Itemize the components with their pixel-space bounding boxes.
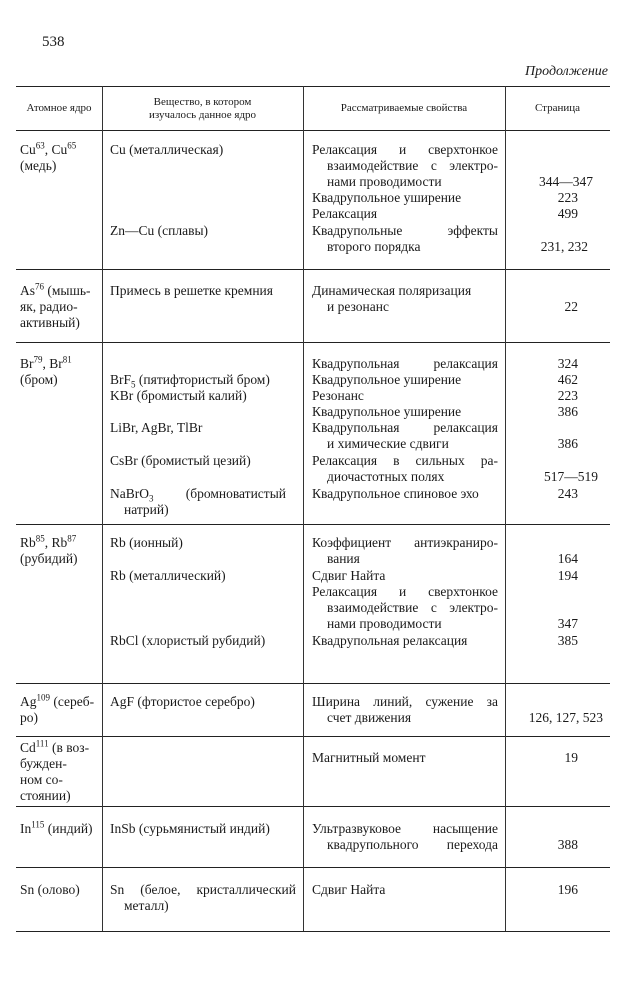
- property-cell: Магнитный момент: [312, 750, 426, 765]
- page-cell: 223: [557, 388, 578, 403]
- property-cell: и резонанс: [327, 299, 389, 314]
- page-cell: 462: [557, 372, 578, 387]
- property-cell: Сдвиг Найта: [312, 568, 386, 583]
- page-cell: 386: [557, 404, 578, 419]
- property-cell: взаимодействие с электро-: [327, 600, 498, 615]
- property-cell: Квадрупольное уширение: [312, 404, 462, 419]
- page-cell: 22: [564, 299, 578, 314]
- nucleus-cell-line: як, радио-: [20, 299, 78, 314]
- page-cell: 243: [557, 486, 578, 501]
- row-separator: [16, 342, 610, 343]
- row-separator: [16, 269, 610, 270]
- substance-cell: CsBr (бромистый цезий): [110, 453, 251, 468]
- column-divider: [102, 86, 103, 931]
- property-cell: Коэффициент антиэкраниро-: [312, 535, 498, 550]
- header-page: Страница: [534, 102, 581, 114]
- header-substance-line: Вещество, в котором: [153, 96, 252, 108]
- substance-cell: Zn—Cu (сплавы): [110, 223, 209, 238]
- page-cell: 347: [557, 616, 578, 631]
- property-cell: нами проводимости: [327, 174, 442, 189]
- column-divider: [303, 86, 304, 931]
- row-separator: [16, 867, 610, 868]
- nucleus-cell-line: (рубидий): [20, 551, 78, 566]
- header-properties: Рассматриваемые свойства: [340, 102, 468, 114]
- page-cell: 499: [557, 206, 578, 221]
- page-cell: 196: [557, 882, 578, 897]
- substance-cell: AgF (фтористое серебро): [110, 694, 255, 709]
- page-cell: 126, 127, 523: [528, 710, 603, 725]
- nucleus-cell-line: бужден-: [20, 756, 67, 771]
- page-cell: 344—347: [539, 174, 593, 189]
- nucleus-cell-line: ном со-: [20, 772, 63, 787]
- property-cell: Ширина линий, сужение за: [312, 694, 498, 709]
- substance-cell: Rb (ионный): [110, 535, 183, 550]
- substance-cell: Rb (металлический): [110, 568, 226, 583]
- page-cell: 194: [557, 568, 578, 583]
- page-cell: 231, 232: [540, 239, 588, 254]
- continuation-label: Продолжение: [525, 64, 608, 79]
- header-substance-line: изучалось данное ядро: [148, 109, 257, 121]
- substance-cell: KBr (бромистый калий): [110, 388, 247, 403]
- page-number: 538: [42, 34, 65, 50]
- substance-cell: Sn (белое, кристаллический: [110, 882, 296, 897]
- substance-cell: натрий): [124, 502, 169, 517]
- nucleus-cell: Br$^{79}$, Br$^{81}$: [20, 354, 72, 371]
- property-cell: Квадрупольное спиновое эхо: [312, 486, 479, 501]
- page-cell: 19: [564, 750, 578, 765]
- nucleus-cell-line: (медь): [20, 158, 57, 173]
- property-cell: диочастотных полях: [327, 469, 445, 484]
- property-cell: Ультразвуковое насыщение: [312, 821, 498, 836]
- nucleus-cell: Ag$^{109}$ (сереб-: [20, 692, 95, 709]
- page-cell: 164: [557, 551, 578, 566]
- table-top-rule: [16, 86, 610, 87]
- header-nucleus: Атомное ядро: [26, 102, 92, 114]
- property-cell: Сдвиг Найта: [312, 882, 386, 897]
- page-cell: 223: [557, 190, 578, 205]
- substance-cell: Примесь в решетке кремния: [110, 283, 273, 298]
- property-cell: нами проводимости: [327, 616, 442, 631]
- nucleus-cell-line: (бром): [20, 372, 58, 387]
- nucleus-cell: Cd$^{111}$ (в воз-: [20, 738, 90, 755]
- substance-cell: RbCl (хлористый рубидий): [110, 633, 266, 648]
- property-cell: второго порядка: [327, 239, 421, 254]
- property-cell: Квадрупольное уширение: [312, 372, 462, 387]
- nucleus-cell: As$^{76}$ (мышь-: [20, 281, 91, 298]
- nucleus-cell: Cu$^{63}$, Cu$^{65}$: [20, 140, 77, 157]
- nucleus-cell: Sn (олово): [20, 882, 80, 897]
- page-cell: 324: [557, 356, 578, 371]
- header-substance: [102, 96, 303, 122]
- property-cell: Динамическая поляризация: [312, 283, 472, 298]
- page-cell: 386: [557, 436, 578, 451]
- header-bottom-rule: [16, 130, 610, 131]
- property-cell: взаимодействие с электро-: [327, 158, 498, 173]
- page-cell: 385: [557, 633, 578, 648]
- property-cell: Релаксация и сверхтонкое: [312, 584, 498, 599]
- property-cell: Квадрупольная релаксация: [312, 356, 498, 371]
- table-bottom-rule: [16, 931, 610, 932]
- substance-cell: BrF$_5$ (пятифтористый бром): [110, 372, 270, 390]
- property-cell: Квадрупольное уширение: [312, 190, 462, 205]
- page-cell: 517—519: [544, 469, 598, 484]
- substance-cell: Cu (металлическая): [110, 142, 224, 157]
- property-cell: вания: [327, 551, 360, 566]
- nucleus-cell: Rb$^{85}$, Rb$^{87}$: [20, 533, 77, 550]
- substance-cell: металл): [124, 898, 169, 913]
- property-cell: Резонанс: [312, 388, 364, 403]
- property-cell: Релаксация и сверхтонкое: [312, 142, 498, 157]
- property-cell: и химические сдвиги: [327, 436, 449, 451]
- page-cell: 388: [557, 837, 578, 852]
- row-separator: [16, 736, 610, 737]
- row-separator: [16, 683, 610, 684]
- row-separator: [16, 806, 610, 807]
- nucleus-cell-line: ро): [20, 710, 38, 725]
- property-cell: Квадрупольная релаксация: [312, 420, 498, 435]
- property-cell: счет движения: [327, 710, 412, 725]
- property-cell: Квадрупольная релаксация: [312, 633, 468, 648]
- nucleus-cell: In$^{115}$ (индий): [20, 819, 93, 836]
- property-cell: Релаксация в сильных ра-: [312, 453, 498, 468]
- property-cell: Квадрупольные эффекты: [312, 223, 498, 238]
- property-cell: Релаксация: [312, 206, 378, 221]
- substance-cell: NaBrO$_3$ (бромноватистый: [110, 486, 286, 504]
- nucleus-cell-line: активный): [20, 315, 80, 330]
- substance-cell: LiBr, AgBr, TlBr: [110, 420, 203, 435]
- row-separator: [16, 524, 610, 525]
- property-cell: квадрупольного перехода: [327, 837, 498, 852]
- nucleus-cell-line: стоянии): [20, 788, 71, 803]
- substance-cell: InSb (сурьмянистый индий): [110, 821, 270, 836]
